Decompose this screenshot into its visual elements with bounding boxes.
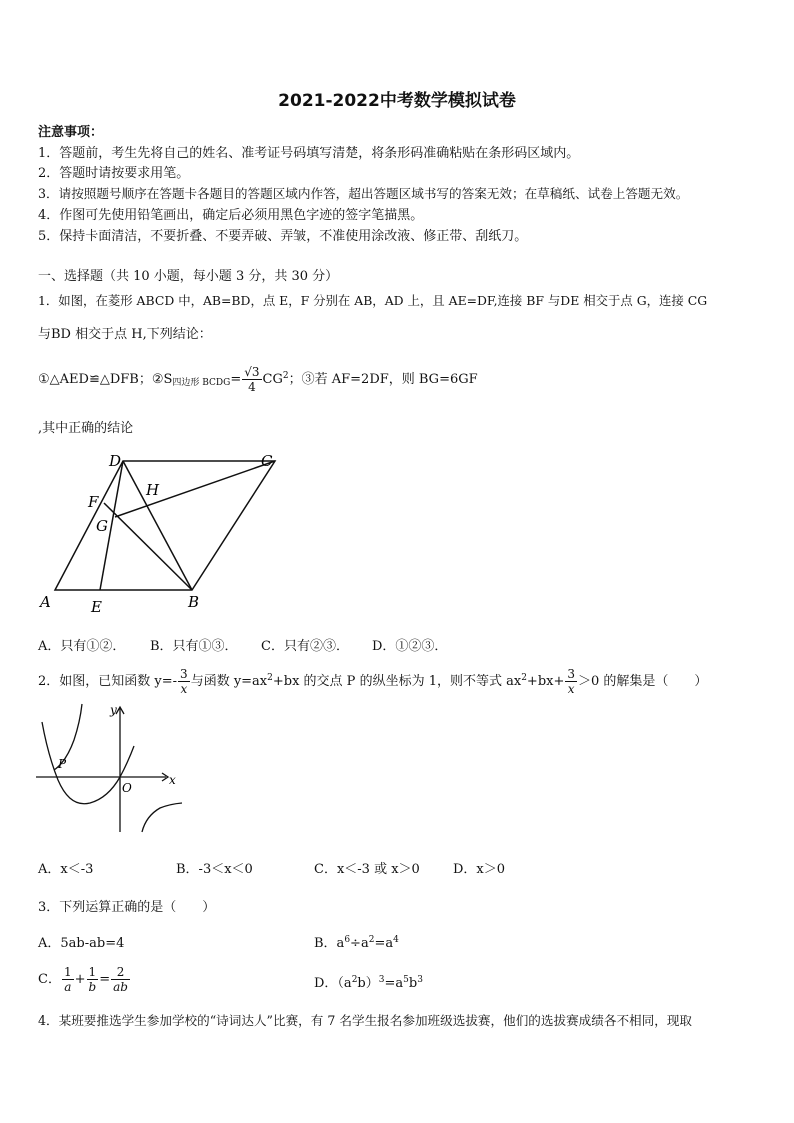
q1-conclusion-1: ①△AED≌△DFB；②S	[38, 372, 173, 387]
q1-fraction-den: 4	[248, 380, 256, 394]
q3-b-pre: B．a	[314, 936, 345, 951]
q3-c-frac2-den: b	[88, 980, 97, 994]
q3-c-frac2-num: 1	[87, 965, 99, 980]
q2-fraction-1	[178, 667, 190, 696]
q1-fraction-num: √3	[244, 365, 260, 379]
q1-option-c[interactable]: C．只有②③．	[261, 639, 349, 654]
label-y: y	[110, 703, 117, 717]
q3-c-eq: =	[99, 972, 111, 987]
q2-stem	[38, 658, 707, 702]
q3-c-plus: +	[74, 972, 86, 987]
q1-option-d[interactable]: D．①②③．	[372, 639, 448, 654]
label-b: B	[188, 593, 200, 611]
q3-b-sup2: 2	[368, 935, 375, 945]
label-f: F	[88, 493, 99, 511]
label-h: H	[146, 481, 160, 499]
q2-fraction-2-den: x	[567, 682, 575, 696]
q3-c-frac3	[111, 965, 130, 994]
q3-stem: 3．下列运算正确的是（ ）	[38, 900, 216, 915]
q3-d-sup3: 5	[403, 975, 409, 985]
q2-stem-mid3: +bx+	[526, 674, 565, 689]
label-p: P	[58, 757, 67, 771]
label-d: D	[109, 452, 122, 470]
q3-b-mid2: =a	[374, 936, 394, 951]
q1-stem-line2: 与BD 相交于点 H,下列结论：	[38, 327, 212, 342]
label-a: A	[40, 593, 51, 611]
q2-option-c[interactable]: C．x＜-3 或 x＞0	[314, 862, 420, 877]
q3-option-c[interactable]	[38, 960, 131, 1000]
q3-option-a[interactable]: A．5ab-ab=4	[38, 936, 125, 951]
q2-option-b[interactable]: B．-3＜x＜0	[176, 862, 253, 877]
notice-heading: 注意事项：	[38, 125, 104, 140]
hyperbola-lower-branch	[142, 803, 182, 832]
rhombus-outline	[55, 461, 275, 590]
q1-conclusion-3: ；③若 AF=2DF，则 BG=6GF	[288, 372, 478, 387]
q3-d-pre: D．（a	[314, 976, 352, 991]
q3-c-frac3-num: 2	[111, 965, 130, 980]
notice-item-2: 2．答题时请按要求用笔。	[38, 166, 190, 181]
segment-cg	[115, 461, 275, 517]
q2-sup-2: 2	[521, 673, 527, 683]
notice-item-1: 1．答题前，考生先将自己的姓名、准考证号码填写清楚，将条形码准确粘贴在条形码区域内。	[38, 146, 580, 161]
q2-fraction-1-den: x	[180, 682, 188, 696]
q3-c-frac3-den: ab	[113, 980, 128, 994]
q3-c-pre: C．	[38, 972, 61, 987]
q1-fraction	[242, 365, 261, 394]
q3-c-frac2	[87, 965, 99, 994]
page-title: 2021-2022中考数学模拟试卷	[278, 91, 516, 111]
q2-option-a[interactable]: A．x＜-3	[38, 862, 94, 877]
q2-stem-mid2: +bx 的交点 P 的纵坐标为 1，则不等式 ax	[272, 674, 522, 689]
q2-sup-1: 2	[267, 673, 273, 683]
q1-conclusions	[38, 356, 478, 403]
q1-option-a[interactable]: A．只有①②．	[38, 639, 126, 654]
q3-d-sup2: 3	[378, 975, 385, 985]
label-g: G	[96, 517, 108, 535]
q3-option-d[interactable]	[314, 972, 423, 991]
q1-cg-sup: 2	[282, 371, 289, 381]
q4-stem-line1: 4．某班要推选学生参加学校的“诗词达人”比赛，有 7 名学生报名参加班级选拔赛，他们的选拔赛成绩各不相同，现取	[38, 1013, 693, 1028]
q3-b-mid: ÷a	[350, 936, 369, 951]
q2-fraction-2	[565, 667, 577, 696]
q3-c-frac1	[62, 965, 74, 994]
q3-d-sup4: 3	[417, 975, 423, 985]
q1-ask: ,其中正确的结论	[38, 421, 134, 436]
q3-b-sup1: 6	[344, 935, 351, 945]
label-x: x	[169, 773, 176, 787]
notice-item-3: 3．请按照题号顺序在答题卡各题目的答题区域内作答，超出答题区域书写的答案无效；在草稿纸、试卷上答题无效。	[38, 186, 689, 201]
q1-option-b[interactable]: B．只有①③．	[150, 639, 238, 654]
q3-option-b[interactable]	[314, 932, 399, 951]
q2-function-graph	[36, 700, 186, 840]
q3-d-mid2: =a	[384, 976, 404, 991]
q3-c-frac1-num: 1	[63, 965, 72, 979]
notice-item-5: 5．保持卡面清洁，不要折叠、不要弄破、弄皱，不准使用涂改液、修正带、刮纸刀。	[38, 229, 528, 244]
q2-fraction-1-num: 3	[180, 667, 188, 681]
q3-c-frac1-den: a	[64, 980, 72, 994]
q3-d-sup1: 2	[351, 975, 358, 985]
q2-stem-pre: 2．如图，已知函数 y=-	[38, 674, 178, 689]
q3-d-mid3: b	[408, 976, 418, 991]
section-heading: 一、选择题（共 10 小题，每小题 3 分，共 30 分）	[38, 269, 339, 284]
q3-d-mid: b）	[357, 976, 379, 991]
q1-rhombus-figure	[30, 445, 290, 620]
label-c: C	[261, 452, 273, 470]
label-e: E	[91, 598, 102, 616]
q1-stem-line1: 1．如图，在菱形 ABCD 中，AB=BD，点 E，F 分别在 AB，AD 上，且 AE=DF,连接 BF 与DE 相交于点 G，连接 CG	[38, 293, 708, 308]
notice-item-4: 4．作图可先使用铅笔画出，确定后必须用黑色字迹的签字笔描黑。	[38, 208, 424, 223]
q1-cg: CG	[262, 372, 283, 387]
q1-equals: =	[230, 372, 242, 387]
label-o: O	[122, 781, 132, 795]
q2-option-d[interactable]: D．x＞0	[453, 862, 506, 877]
q2-fraction-2-num: 3	[567, 667, 576, 681]
q2-stem-tail: ＞0 的解集是（ ）	[578, 674, 708, 689]
q1-area-subscript: 四边形 BCDG	[172, 378, 231, 388]
q2-stem-mid: 与函数 y=ax	[190, 674, 268, 689]
q3-b-sup3: 4	[393, 935, 399, 945]
